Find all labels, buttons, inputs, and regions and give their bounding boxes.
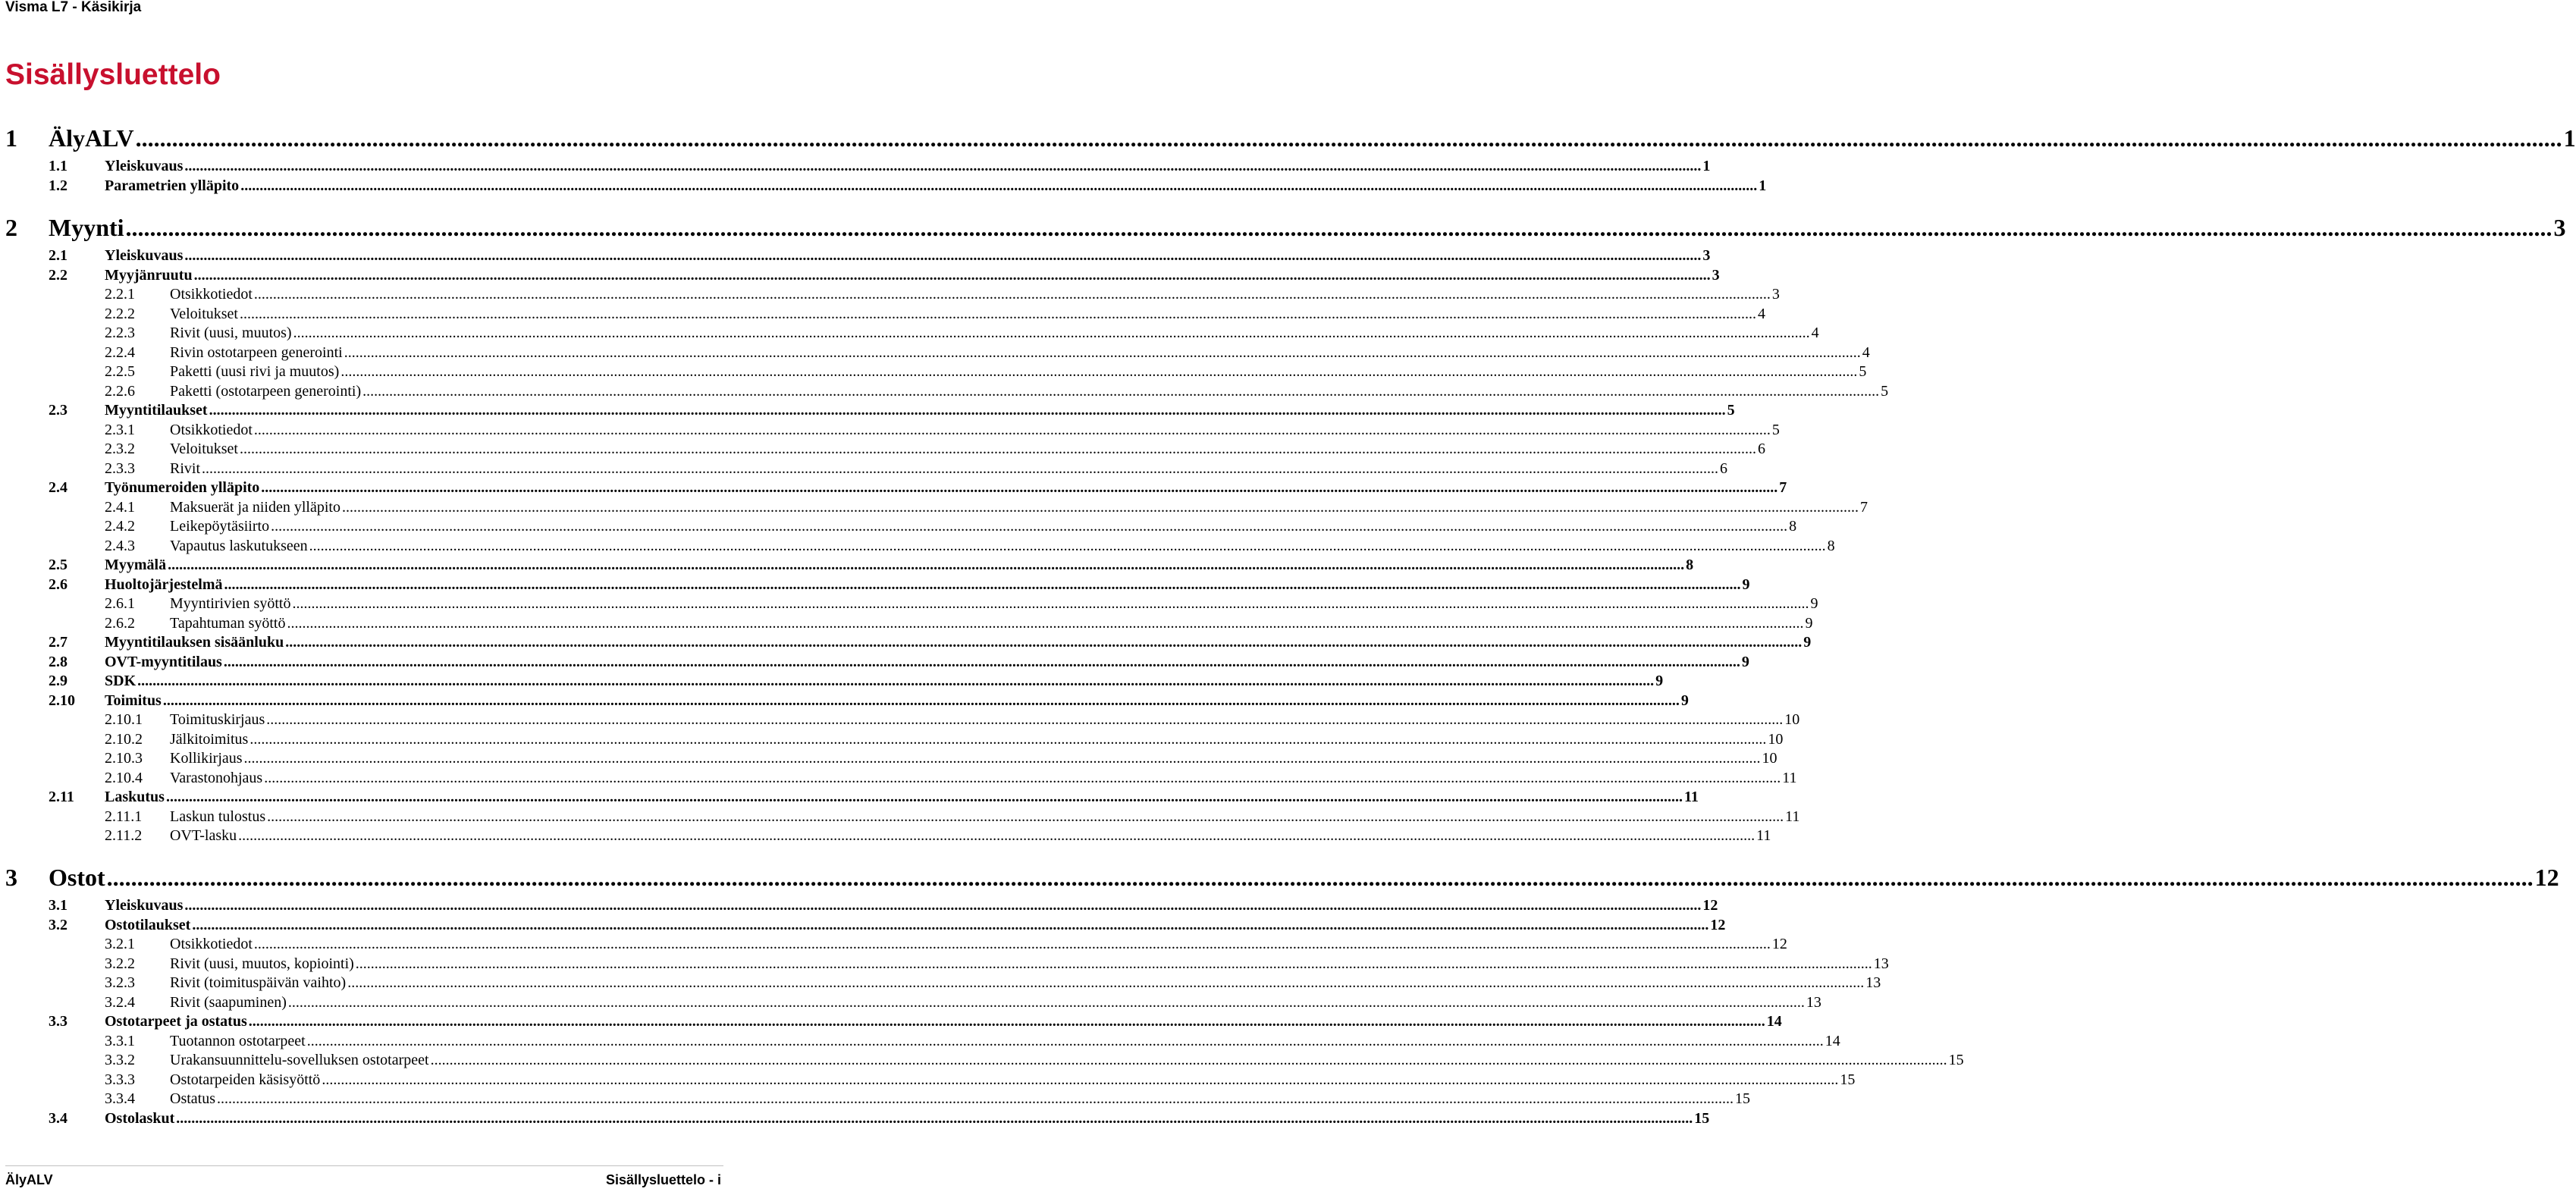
toc-entry-number: 2.2 bbox=[49, 266, 67, 284]
toc-entry-label: Ostotarpeet ja ostatus bbox=[105, 1013, 247, 1030]
toc-entry-label: Otsikkotiedot bbox=[170, 936, 253, 952]
toc-entry-number: 2.10.3 bbox=[105, 750, 143, 767]
toc-dot-leader: ................................................................................................................................................................................................................................................................................................................................................................................................................ bbox=[285, 634, 1803, 651]
toc-entry-page-number: 3 bbox=[1702, 247, 1711, 264]
toc-entry-label: Yleiskuvaus bbox=[105, 158, 184, 174]
toc-entry-page-number: 9 bbox=[1680, 692, 1689, 709]
toc-entry-level2[interactable] bbox=[49, 557, 1694, 575]
toc-entry-label: Yleiskuvaus bbox=[105, 247, 184, 264]
toc-entry-label: Veloitukset bbox=[170, 441, 238, 457]
toc-entry-number: 1.1 bbox=[49, 158, 67, 174]
toc-entry-page-number: 8 bbox=[1827, 537, 1835, 554]
toc-entry-number: 2.3.1 bbox=[105, 421, 135, 438]
toc-entry-number: 2.10 bbox=[49, 692, 75, 709]
toc-entry-number: 2.2.2 bbox=[105, 305, 135, 322]
toc-entry-number: 3.1 bbox=[49, 897, 67, 914]
toc-entry-number: 2.10.1 bbox=[105, 711, 143, 728]
toc-entry-number: 2.11.2 bbox=[105, 827, 143, 844]
toc-entry-page-number: 1 bbox=[1702, 158, 1711, 174]
toc-entry-level3[interactable] bbox=[105, 537, 1835, 556]
toc-entry-level2[interactable] bbox=[49, 653, 1749, 672]
toc-entry-level3[interactable] bbox=[105, 711, 1800, 729]
toc-entry-number: 2.3.2 bbox=[105, 441, 135, 457]
toc-dot-leader: ................................................................................................................................................................................................................................................................................................................................................................................................................ bbox=[184, 158, 1702, 174]
toc-dot-leader: ................................................................................................................................................................................................................................................................................................................................................................................................................ bbox=[162, 692, 1680, 709]
toc-entry-number: 3 bbox=[5, 864, 17, 891]
toc-entry-level2[interactable] bbox=[49, 897, 1718, 915]
toc-entry-level3[interactable] bbox=[105, 325, 1819, 343]
toc-dot-leader: ................................................................................................................................................................................................................................................................................................................................................................................................................ bbox=[292, 595, 1809, 612]
toc-entry-level3[interactable] bbox=[105, 614, 1813, 633]
toc-entry-page-number: 15 bbox=[1694, 1109, 1710, 1127]
toc-dot-leader: ................................................................................................................................................................................................................................................................................................................................................................................................................ bbox=[266, 711, 1784, 728]
toc-entry-label: Toimitus bbox=[105, 692, 162, 709]
toc-dot-leader: ................................................................................................................................................................................................................................................................................................................................................................................................................ bbox=[249, 730, 1767, 748]
toc-entry-page-number: 15 bbox=[1840, 1071, 1856, 1088]
toc-entry-number: 2.7 bbox=[49, 634, 67, 651]
toc-entry-page-number: 3 bbox=[1771, 286, 1780, 303]
toc-entry-number: 3.2.1 bbox=[105, 936, 135, 952]
toc-entry-number: 3.2 bbox=[49, 916, 67, 933]
toc-dot-leader: ................................................................................................................................................................................................................................................................................................................................................................................................................ bbox=[261, 479, 1778, 496]
toc-entry-level3[interactable] bbox=[105, 955, 1889, 974]
page-title: Sisällysluettelo bbox=[5, 58, 221, 91]
toc-entry-number: 2.11.1 bbox=[105, 808, 143, 825]
toc-entry-label: Veloitukset bbox=[170, 305, 238, 322]
toc-entry-level2[interactable] bbox=[49, 247, 1711, 265]
toc-entry-number: 3.3.2 bbox=[105, 1052, 135, 1068]
toc-entry-label: OVT-lasku bbox=[170, 827, 237, 844]
toc-entry-level3[interactable] bbox=[105, 936, 1787, 954]
toc-entry-page-number: 9 bbox=[1741, 653, 1749, 670]
toc-entry-page-number: 10 bbox=[1762, 750, 1777, 767]
toc-entry-number: 3.3.3 bbox=[105, 1071, 135, 1088]
toc-entry-level3[interactable] bbox=[105, 769, 1797, 788]
toc-entry-page-number: 5 bbox=[1771, 421, 1780, 438]
toc-dot-leader: ................................................................................................................................................................................................................................................................................................................................................................................................................ bbox=[347, 974, 1865, 991]
toc-entry-page-number: 12 bbox=[1771, 936, 1787, 952]
toc-dot-leader: ................................................................................................................................................................................................................................................................................................................................................................................................................ bbox=[176, 1109, 1693, 1127]
toc-entry-label: Otsikkotiedot bbox=[170, 421, 253, 438]
toc-entry-number: 2.2.6 bbox=[105, 382, 135, 400]
toc-entry-number: 2.4 bbox=[49, 479, 67, 496]
toc-entry-page-number: 15 bbox=[1735, 1090, 1750, 1107]
toc-dot-leader: ................................................................................................................................................................................................................................................................................................................................................................................................................ bbox=[240, 441, 1756, 457]
toc-entry-label: Rivin ostotarpeen generointi bbox=[170, 343, 343, 361]
toc-entry-level3[interactable] bbox=[105, 595, 1818, 613]
toc-entry-label: Myyntitilaukset bbox=[105, 402, 208, 419]
toc-entry-page-number: 15 bbox=[1948, 1052, 1964, 1068]
toc-entry-page-number: 8 bbox=[1686, 557, 1694, 573]
toc-entry-page-number: 13 bbox=[1806, 993, 1821, 1011]
toc-dot-leader: ................................................................................................................................................................................................................................................................................................................................................................................................................ bbox=[168, 557, 1685, 573]
toc-entry-page-number: 9 bbox=[1655, 673, 1664, 689]
toc-entry-page-number: 12 bbox=[2534, 864, 2559, 891]
footer-page-label: Sisällysluettelo - i bbox=[605, 1172, 721, 1187]
toc-entry-level3[interactable] bbox=[105, 286, 1780, 304]
toc-entry-level2[interactable] bbox=[49, 916, 1726, 935]
toc-entry-page-number: 1 bbox=[1759, 177, 1767, 194]
toc-dot-leader: ................................................................................................................................................................................................................................................................................................................................................................................................................ bbox=[253, 421, 1771, 438]
toc-entry-number: 2.10.4 bbox=[105, 769, 143, 786]
toc-entry-label: SDK bbox=[105, 673, 136, 689]
toc-entry-number: 2.4.3 bbox=[105, 537, 135, 554]
toc-entry-label: Vapautus laskutukseen bbox=[170, 537, 308, 554]
toc-entry-label: Laskun tulostus bbox=[170, 808, 266, 825]
toc-entry-number: 2.9 bbox=[49, 673, 67, 689]
toc-entry-label: Ostot bbox=[49, 864, 105, 891]
toc-entry-number: 2.10.2 bbox=[105, 730, 143, 748]
toc-entry-page-number: 13 bbox=[1865, 974, 1881, 991]
toc-entry-label: Ostatus bbox=[170, 1090, 215, 1107]
toc-entry-level3[interactable] bbox=[105, 498, 1868, 517]
toc-entry-label: Myymälä bbox=[105, 557, 167, 573]
toc-entry-number: 3.2.4 bbox=[105, 993, 135, 1011]
toc-entry-page-number: 12 bbox=[1702, 897, 1718, 914]
toc-entry-label: Otsikkotiedot bbox=[170, 286, 253, 303]
toc-entry-number: 2.6.1 bbox=[105, 595, 135, 612]
toc-dot-leader: ................................................................................................................................................................................................................................................................................................................................................................................................................ bbox=[202, 459, 1719, 477]
toc-entry-level3[interactable] bbox=[105, 1071, 1856, 1090]
toc-dot-leader: ................................................................................................................................................................................................................................................................................................................................................................................................................ bbox=[253, 286, 1771, 303]
toc-dot-leader: ................................................................................................................................................................................................................................................................................................................................................................................................................ bbox=[217, 1090, 1734, 1107]
toc-entry-level3[interactable] bbox=[105, 343, 1870, 362]
toc-dot-leader: ................................................................................................................................................................................................................................................................................................................................................................................................................ bbox=[271, 518, 1788, 535]
toc-entry-level2[interactable] bbox=[49, 1109, 1710, 1128]
toc-dot-leader: ................................................................................................................................................................................................................................................................................................................................................................................................................ bbox=[355, 955, 1872, 972]
toc-entry-label: Ostolaskut bbox=[105, 1109, 175, 1127]
toc-entry-number: 1.2 bbox=[49, 177, 67, 194]
toc-entry-level3[interactable] bbox=[105, 993, 1821, 1012]
toc-entry-label: Paketti (uusi rivi ja muutos) bbox=[170, 363, 340, 380]
toc-dot-leader: ................................................................................................................................................................................................................................................................................................................................................................................................................ bbox=[341, 498, 1859, 516]
toc-dot-leader: ................................................................................................................................................................................................................................................................................................................................................................................................................ bbox=[240, 177, 1758, 194]
toc-entry-label: Rivit (saapuminen) bbox=[170, 993, 287, 1011]
toc-dot-leader: ................................................................................................................................................................................................................................................................................................................................................................................................................ bbox=[344, 343, 1861, 361]
toc-entry-level3[interactable] bbox=[105, 459, 1728, 478]
toc-entry-label: Myyntitilauksen sisäänluku bbox=[105, 634, 284, 651]
toc-dot-leader: ................................................................................................................................................................................................................................................................................................................................................................................................................ bbox=[192, 916, 1709, 933]
toc-dot-leader: ................................................................................................................................................................................................................................................................................................................................................................................................................ bbox=[309, 537, 1826, 554]
toc-entry-label: Jälkitoimitus bbox=[170, 730, 249, 748]
toc-entry-page-number: 4 bbox=[1758, 305, 1765, 322]
toc-entry-page-number: 3 bbox=[1712, 266, 1720, 284]
toc-entry-number: 3.2.3 bbox=[105, 974, 135, 991]
toc-entry-page-number: 11 bbox=[1756, 827, 1771, 844]
toc-entry-number: 2 bbox=[5, 214, 17, 241]
toc-dot-leader: ................................................................................................................................................................................................................................................................................................................................................................................................................ bbox=[362, 382, 1880, 400]
toc-entry-number: 2.3.3 bbox=[105, 459, 135, 477]
toc-entry-page-number: 10 bbox=[1784, 711, 1800, 728]
toc-entry-level1[interactable] bbox=[5, 214, 2566, 241]
toc-dot-leader: ................................................................................................................................................................................................................................................................................................................................................................................................................ bbox=[165, 789, 1683, 805]
toc-dot-leader: ................................................................................................................................................................................................................................................................................................................................................................................................................ bbox=[238, 827, 1756, 844]
toc-entry-page-number: 14 bbox=[1825, 1032, 1840, 1049]
toc-entry-number: 2.3 bbox=[49, 402, 67, 419]
toc-entry-label: Toimituskirjaus bbox=[170, 711, 265, 728]
toc-entry-level2[interactable] bbox=[49, 576, 1750, 594]
toc-entry-number: 2.8 bbox=[49, 653, 67, 670]
toc-entry-label: Myyjänruutu bbox=[105, 266, 193, 284]
toc-entry-number: 2.2.3 bbox=[105, 325, 135, 341]
toc-entry-level3[interactable] bbox=[105, 1090, 1750, 1109]
toc-entry-page-number: 4 bbox=[1811, 325, 1819, 341]
toc-entry-page-number: 3 bbox=[2553, 214, 2566, 241]
toc-entry-number: 2.11 bbox=[49, 789, 74, 805]
toc-entry-number: 1 bbox=[5, 124, 17, 152]
toc-entry-label: Rivit (toimituspäivän vaihto) bbox=[170, 974, 347, 991]
toc-entry-label: Tuotannon ostotarpeet bbox=[170, 1032, 306, 1049]
toc-entry-level2[interactable] bbox=[49, 789, 1699, 807]
toc-entry-page-number: 14 bbox=[1766, 1013, 1782, 1030]
toc-dot-leader: ................................................................................................................................................................................................................................................................................................................................................................................................................ bbox=[135, 124, 2562, 152]
toc-entry-label: Urakansuunnittelu-sovelluksen ostotarpeet bbox=[170, 1052, 429, 1068]
toc-entry-number: 2.4.1 bbox=[105, 498, 135, 516]
toc-entry-page-number: 6 bbox=[1720, 459, 1728, 477]
toc-entry-label: Leikepöytäsiirto bbox=[170, 518, 270, 535]
toc-entry-page-number: 10 bbox=[1768, 730, 1784, 748]
toc-entry-level2[interactable] bbox=[49, 479, 1787, 497]
toc-entry-level3[interactable] bbox=[105, 808, 1800, 826]
toc-entry-level2[interactable] bbox=[49, 158, 1711, 176]
toc-dot-leader: ................................................................................................................................................................................................................................................................................................................................................................................................................ bbox=[340, 363, 1858, 380]
toc-entry-number: 2.1 bbox=[49, 247, 67, 264]
toc-entry-page-number: 9 bbox=[1805, 614, 1813, 632]
toc-entry-label: Maksuerät ja niiden ylläpito bbox=[170, 498, 340, 516]
toc-entry-level3[interactable] bbox=[105, 382, 1889, 401]
toc-entry-label: Yleiskuvaus bbox=[105, 897, 184, 914]
toc-entry-level3[interactable] bbox=[105, 974, 1881, 993]
toc-entry-page-number: 8 bbox=[1789, 518, 1797, 535]
toc-entry-page-number: 5 bbox=[1727, 402, 1735, 419]
toc-entry-number: 3.3.4 bbox=[105, 1090, 135, 1107]
toc-entry-level3[interactable] bbox=[105, 363, 1867, 381]
toc-entry-level2[interactable] bbox=[49, 266, 1720, 285]
toc-entry-level2[interactable] bbox=[49, 673, 1664, 691]
toc-entry-page-number: 11 bbox=[1683, 789, 1699, 805]
toc-entry-label: Työnumeroiden ylläpito bbox=[105, 479, 260, 496]
toc-entry-level1[interactable] bbox=[5, 124, 2576, 152]
toc-entry-page-number: 5 bbox=[1881, 382, 1889, 400]
toc-entry-label: Tapahtuman syöttö bbox=[170, 614, 286, 632]
toc-entry-page-number: 12 bbox=[1710, 916, 1726, 933]
toc-entry-level2[interactable] bbox=[49, 1013, 1782, 1031]
footer-divider bbox=[5, 1165, 723, 1166]
footer-section-name: ÄlyALV bbox=[5, 1172, 53, 1187]
toc-entry-level2[interactable] bbox=[49, 634, 1812, 652]
toc-entry-number: 3.3.1 bbox=[105, 1032, 135, 1049]
toc-entry-page-number: 7 bbox=[1779, 479, 1787, 496]
toc-entry-number: 2.2.1 bbox=[105, 286, 135, 303]
toc-entry-level3[interactable] bbox=[105, 730, 1784, 749]
toc-entry-level3[interactable] bbox=[105, 421, 1780, 440]
document-header-title: Visma L7 - Käsikirja bbox=[5, 0, 142, 15]
toc-entry-page-number: 7 bbox=[1859, 498, 1868, 516]
toc-entry-label: OVT-myyntitilaus bbox=[105, 653, 222, 670]
toc-entry-label: Parametrien ylläpito bbox=[105, 177, 240, 194]
toc-entry-label: Paketti (ostotarpeen generointi) bbox=[170, 382, 362, 400]
toc-dot-leader: ................................................................................................................................................................................................................................................................................................................................................................................................................ bbox=[248, 1013, 1765, 1030]
toc-dot-leader: ................................................................................................................................................................................................................................................................................................................................................................................................................ bbox=[322, 1071, 1839, 1088]
toc-entry-number: 2.2.4 bbox=[105, 343, 135, 361]
toc-entry-label: Varastonohjaus bbox=[170, 769, 263, 786]
toc-dot-leader: ................................................................................................................................................................................................................................................................................................................................................................................................................ bbox=[306, 1032, 1824, 1049]
toc-entry-number: 3.2.2 bbox=[105, 955, 135, 972]
toc-entry-label: Ostotilaukset bbox=[105, 916, 191, 933]
toc-entry-level3[interactable] bbox=[105, 1052, 1964, 1070]
toc-entry-level3[interactable] bbox=[105, 518, 1797, 536]
toc-entry-level3[interactable] bbox=[105, 1032, 1840, 1051]
toc-dot-leader: ................................................................................................................................................................................................................................................................................................................................................................................................................ bbox=[253, 936, 1771, 952]
toc-entry-level3[interactable] bbox=[105, 750, 1777, 768]
toc-dot-leader: ................................................................................................................................................................................................................................................................................................................................................................................................................ bbox=[287, 614, 1804, 632]
toc-dot-leader: ................................................................................................................................................................................................................................................................................................................................................................................................................ bbox=[293, 325, 1810, 341]
toc-dot-leader: ................................................................................................................................................................................................................................................................................................................................................................................................................ bbox=[243, 750, 1761, 767]
toc-entry-label: Rivit (uusi, muutos) bbox=[170, 325, 292, 341]
toc-dot-leader: ................................................................................................................................................................................................................................................................................................................................................................................................................ bbox=[106, 864, 2534, 891]
toc-entry-label: Myyntirivien syöttö bbox=[170, 595, 291, 612]
toc-dot-leader: ................................................................................................................................................................................................................................................................................................................................................................................................................ bbox=[224, 576, 1741, 593]
toc-dot-leader: ................................................................................................................................................................................................................................................................................................................................................................................................................ bbox=[267, 808, 1784, 825]
toc-entry-page-number: 11 bbox=[1785, 808, 1800, 825]
toc-entry-level1[interactable] bbox=[5, 864, 2559, 891]
toc-entry-page-number: 1 bbox=[2563, 124, 2576, 152]
toc-dot-leader: ................................................................................................................................................................................................................................................................................................................................................................................................................ bbox=[223, 653, 1740, 670]
toc-entry-number: 3.3 bbox=[49, 1013, 67, 1030]
toc-entry-level3[interactable] bbox=[105, 827, 1771, 845]
toc-entry-level2[interactable] bbox=[49, 177, 1767, 196]
toc-entry-page-number: 5 bbox=[1859, 363, 1867, 380]
toc-entry-level2[interactable] bbox=[49, 402, 1735, 420]
toc-entry-number: 2.4.2 bbox=[105, 518, 135, 535]
toc-entry-number: 3.4 bbox=[49, 1109, 67, 1127]
toc-dot-leader: ................................................................................................................................................................................................................................................................................................................................................................................................................ bbox=[430, 1052, 1947, 1068]
toc-entry-number: 2.2.5 bbox=[105, 363, 135, 380]
toc-entry-label: Rivit bbox=[170, 459, 201, 477]
toc-entry-label: Kollikirjaus bbox=[170, 750, 243, 767]
toc-entry-page-number: 9 bbox=[1742, 576, 1750, 593]
toc-dot-leader: ................................................................................................................................................................................................................................................................................................................................................................................................................ bbox=[193, 266, 1711, 284]
toc-dot-leader: ................................................................................................................................................................................................................................................................................................................................................................................................................ bbox=[287, 993, 1805, 1011]
toc-dot-leader: ................................................................................................................................................................................................................................................................................................................................................................................................................ bbox=[184, 247, 1702, 264]
toc-entry-number: 2.6.2 bbox=[105, 614, 135, 632]
toc-entry-number: 2.5 bbox=[49, 557, 67, 573]
toc-entry-label: Huoltojärjestelmä bbox=[105, 576, 223, 593]
toc-dot-leader: ................................................................................................................................................................................................................................................................................................................................................................................................................ bbox=[137, 673, 1655, 689]
toc-entry-page-number: 9 bbox=[1810, 595, 1818, 612]
toc-entry-level2[interactable] bbox=[49, 692, 1689, 710]
toc-entry-page-number: 13 bbox=[1873, 955, 1889, 972]
toc-entry-page-number: 4 bbox=[1862, 343, 1870, 361]
toc-dot-leader: ................................................................................................................................................................................................................................................................................................................................................................................................................ bbox=[125, 214, 2552, 241]
toc-entry-page-number: 6 bbox=[1758, 441, 1765, 457]
toc-entry-label: Rivit (uusi, muutos, kopiointi) bbox=[170, 955, 354, 972]
toc-dot-leader: ................................................................................................................................................................................................................................................................................................................................................................................................................ bbox=[240, 305, 1756, 322]
toc-entry-label: Laskutus bbox=[105, 789, 165, 805]
toc-entry-label: Ostotarpeiden käsisyöttö bbox=[170, 1071, 321, 1088]
toc-entry-level3[interactable] bbox=[105, 441, 1765, 459]
toc-entry-level3[interactable] bbox=[105, 305, 1765, 324]
toc-dot-leader: ................................................................................................................................................................................................................................................................................................................................................................................................................ bbox=[184, 897, 1702, 914]
toc-entry-page-number: 11 bbox=[1782, 769, 1797, 786]
toc-entry-page-number: 9 bbox=[1803, 634, 1812, 651]
toc-dot-leader: ................................................................................................................................................................................................................................................................................................................................................................................................................ bbox=[209, 402, 1726, 419]
toc-entry-number: 2.6 bbox=[49, 576, 67, 593]
toc-entry-label: Myynti bbox=[49, 214, 124, 241]
toc-dot-leader: ................................................................................................................................................................................................................................................................................................................................................................................................................ bbox=[264, 769, 1781, 786]
toc-entry-label: ÄlyALV bbox=[49, 124, 134, 152]
